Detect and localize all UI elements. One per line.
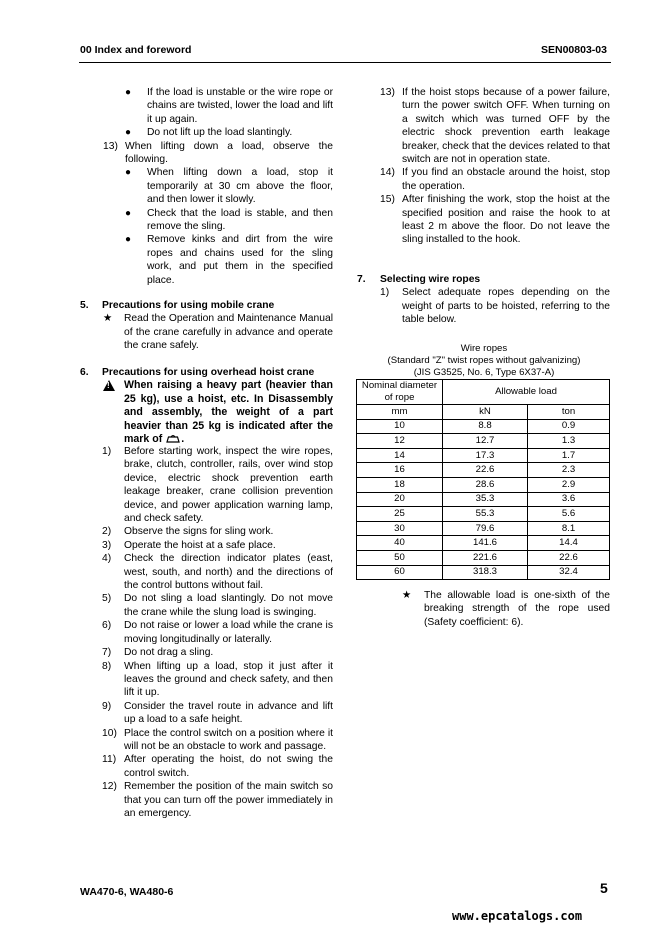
table-cell: 60 [357, 565, 443, 580]
table-cell: 3.6 [528, 492, 610, 507]
item-number: 14) [380, 167, 395, 179]
section-heading [80, 366, 333, 379]
item-number: 1) [102, 446, 112, 457]
table-cell: 32.4 [528, 565, 610, 580]
list-item [102, 592, 333, 619]
table-caption [357, 343, 611, 379]
watermark-url: www.epcatalogs.com [452, 909, 583, 923]
table-cell: 8.8 [443, 419, 528, 434]
table-row [357, 477, 610, 492]
table-cell: 79.6 [443, 521, 528, 536]
item-text: When lifting up a load, stop it just after it leaves the ground and check safety, and then lift it up. [124, 660, 333, 699]
section-heading [80, 299, 333, 312]
list-item [102, 700, 333, 727]
list-item [102, 753, 333, 780]
warning-text: When raising a heavy part (heavier than 25 kg), use a hoist, etc. In Disassembly and assembly, the weight of a part heavier than 25 kg is indicated after the mark of . [124, 379, 333, 446]
item-text: Observe the signs for sling work. [124, 526, 274, 538]
item-number: 6) [102, 620, 112, 632]
list-item [102, 646, 333, 659]
list-item [103, 207, 333, 234]
section-number: 6. [80, 367, 89, 378]
table-unit-row [357, 405, 610, 420]
table-cell: 5.6 [528, 507, 610, 522]
table-cell: 14.4 [528, 536, 610, 551]
table-cell: 141.6 [443, 536, 528, 551]
warning-block [80, 379, 333, 446]
table-header-allowable: Allowable load [443, 380, 610, 405]
table-note [402, 589, 610, 629]
table-cell: 17.3 [443, 448, 528, 463]
section-note [80, 312, 333, 352]
list-item [103, 166, 333, 206]
warning-icon [103, 380, 115, 394]
item-number: 12) [102, 781, 117, 793]
item-number: 7) [102, 647, 112, 659]
page-number: 5 [600, 880, 608, 896]
bullet-icon: ● [125, 207, 132, 219]
table-cell: 0.9 [528, 419, 610, 434]
bullet-text: Remove kinks and dirt from the wire ropes and chains used for the sling work, and put them in the specified place. [147, 234, 333, 286]
item-number: 3) [102, 539, 112, 551]
star-icon: ★ [402, 590, 412, 601]
table-cell: 25 [357, 507, 443, 522]
list-item [357, 286, 610, 326]
table-row [357, 463, 610, 478]
table-cell: 28.6 [443, 477, 528, 492]
note-item [402, 589, 610, 629]
section-number: 5. [80, 300, 89, 311]
table-cell: 40 [357, 536, 443, 551]
item-number: 2) [102, 526, 112, 538]
section-number: 7. [357, 274, 366, 285]
item-text: Operate the hoist at a safe place. [124, 539, 276, 551]
item-text: If you find an obstacle around the hoist, stop the operation. [402, 167, 610, 192]
table-row [357, 434, 610, 449]
table-caption-line: (Standard "Z" twist ropes without galvanizing) [387, 355, 581, 366]
list-item [102, 619, 333, 646]
list-item [102, 539, 333, 552]
table-unit-ton: ton [528, 405, 610, 420]
table-cell: 55.3 [443, 507, 528, 522]
bullet-icon: ● [125, 167, 132, 179]
item-number: 8) [102, 660, 112, 672]
table-header-nominal: Nominal diameter of rope [357, 380, 443, 405]
note-text: Read the Operation and Maintenance Manual of the crane carefully in advance and operate the crane safely. [124, 313, 333, 352]
table-unit-kn: kN [443, 405, 528, 420]
table-cell: 22.6 [443, 463, 528, 478]
item-text: After operating the hoist, do not swing the control switch. [124, 754, 333, 779]
table-cell: 18 [357, 477, 443, 492]
item-text: Select adequate ropes depending on the weight of parts to be hoisted, referring to the table below. [402, 287, 610, 326]
bullet-icon: ● [125, 234, 132, 246]
table-unit-mm: mm [357, 405, 443, 420]
item-number: 11) [102, 754, 117, 766]
table-row [357, 448, 610, 463]
table-cell: 16 [357, 463, 443, 478]
table-header-row [357, 380, 610, 405]
list-item [102, 727, 333, 754]
table-cell: 2.9 [528, 477, 610, 492]
table-cell: 1.7 [528, 448, 610, 463]
item-text: If the hoist stops because of a power failure, turn the power switch OFF. When turning on a switch which was turned OFF by the electric shock prevention earth leakage breaker, check that the devices related to that switch are not in operation state. [402, 87, 610, 166]
left-column [103, 86, 333, 287]
section-title: Selecting wire ropes [380, 274, 481, 285]
list-item [103, 233, 333, 287]
table-cell: 50 [357, 550, 443, 565]
table-cell: 12.7 [443, 434, 528, 449]
item-text: Do not sling a load slantingly. Do not move the crane while the slung load is swinging. [124, 593, 333, 618]
item-text: After finishing the work, stop the hoist at the specified position and raise the hook to at least 2 m above the floor. Do not leave the sling installed to the hook. [402, 194, 610, 246]
list-item [380, 86, 610, 166]
item-text: Consider the travel route in advance and lift up a load to a safe height. [124, 700, 333, 726]
table-cell: 30 [357, 521, 443, 536]
item-text: Place the control switch on a position where it will not be an obstacle to work and passage. [124, 727, 333, 752]
list-item [102, 445, 333, 525]
table-row [357, 521, 610, 536]
section-5 [80, 299, 333, 353]
bullet-icon: ● [125, 87, 132, 98]
item-text: Do not drag a sling. [124, 647, 214, 659]
wire-rope-table [356, 379, 610, 580]
list-item [102, 780, 333, 820]
list-item [102, 552, 333, 592]
bullet-text: When lifting down a load, stop it temporarily at 30 cm above the floor, and then lower it slowly. [147, 167, 333, 206]
table-cell: 2.3 [528, 463, 610, 478]
item-text: Do not raise or lower a load while the crane is moving longitudinally or laterally. [124, 620, 333, 645]
list-item [380, 166, 610, 193]
footer-model: WA470-6, WA480-6 [80, 886, 174, 898]
table-cell: 8.1 [528, 521, 610, 536]
section-7 [357, 273, 610, 327]
item-number: 9) [102, 700, 112, 712]
section-title: Precautions for using mobile crane [102, 300, 275, 311]
table-cell: 10 [357, 419, 443, 434]
bullet-text: Do not lift up the load slantingly. [147, 127, 293, 139]
item-text: Remember the position of the main switch so that you can turn off the power immediately in an emergency. [124, 781, 333, 819]
section-title: Precautions for using overhead hoist crane [102, 367, 315, 378]
item-text: When lifting down a load, observe the following. [125, 140, 333, 166]
star-icon: ★ [103, 313, 113, 325]
table-row [357, 507, 610, 522]
list-item [103, 86, 333, 126]
table-row [357, 492, 610, 507]
section-6 [80, 366, 333, 446]
table-row [357, 565, 610, 580]
header-rule [79, 62, 611, 63]
bullet-icon: ● [125, 127, 132, 139]
item-text: Check the direction indicator plates (east, west, south, and north) and the directions of the control buttons without fail. [124, 553, 333, 592]
item-number: 10) [102, 727, 117, 739]
table-cell: 22.6 [528, 550, 610, 565]
table-row [357, 550, 610, 565]
table-caption-line: (JIS G3525, No. 6, Type 6X37-A) [413, 367, 555, 378]
table-row [357, 536, 610, 551]
note-text: The allowable load is one-sixth of the breaking strength of the rope used (Safety coefficient: 6). [424, 590, 610, 628]
table-cell: 221.6 [443, 550, 528, 565]
list-item [102, 525, 333, 538]
table-caption-line: Wire ropes [460, 343, 508, 354]
table-cell: 12 [357, 434, 443, 449]
table-row [357, 419, 610, 434]
item-number: 1) [380, 287, 390, 299]
warning-text-body: When raising a heavy part (heavier than 25 kg), use a hoist, etc. In Disassembly and assembly, the weight of a part heavier than 25 kg is indicated after the mark of [124, 379, 333, 446]
weight-mark-icon [165, 434, 181, 443]
item-number: 4) [102, 553, 112, 565]
item-number: 13) [103, 140, 118, 152]
table-cell: 14 [357, 448, 443, 463]
bullet-text: Check that the load is stable, and then remove the sling. [147, 207, 333, 233]
list-item-13 [103, 140, 333, 167]
section-6-list [102, 445, 333, 820]
table-cell: 318.3 [443, 565, 528, 580]
item-number: 13) [380, 87, 395, 98]
section-heading [357, 273, 610, 286]
list-item [103, 126, 333, 139]
table-cell: 20 [357, 492, 443, 507]
list-item [380, 193, 610, 247]
item-number: 15) [380, 194, 395, 206]
item-text: Before starting work, inspect the wire ropes, brake, clutch, controller, rails, over wind stop device, electric shock prevention earth leakage breaker, crane collision prevention device, and power application warning lamp, and check safety. [124, 446, 333, 525]
header-section-title: 00 Index and foreword [80, 44, 192, 56]
header-doc-code: SEN00803-03 [541, 44, 607, 56]
item-number: 5) [102, 593, 112, 605]
table-cell: 35.3 [443, 492, 528, 507]
right-column [380, 86, 610, 247]
list-item [102, 660, 333, 700]
bullet-text: If the load is unstable or the wire rope or chains are twisted, lower the load and lift it up again. [147, 87, 333, 125]
table-cell: 1.3 [528, 434, 610, 449]
